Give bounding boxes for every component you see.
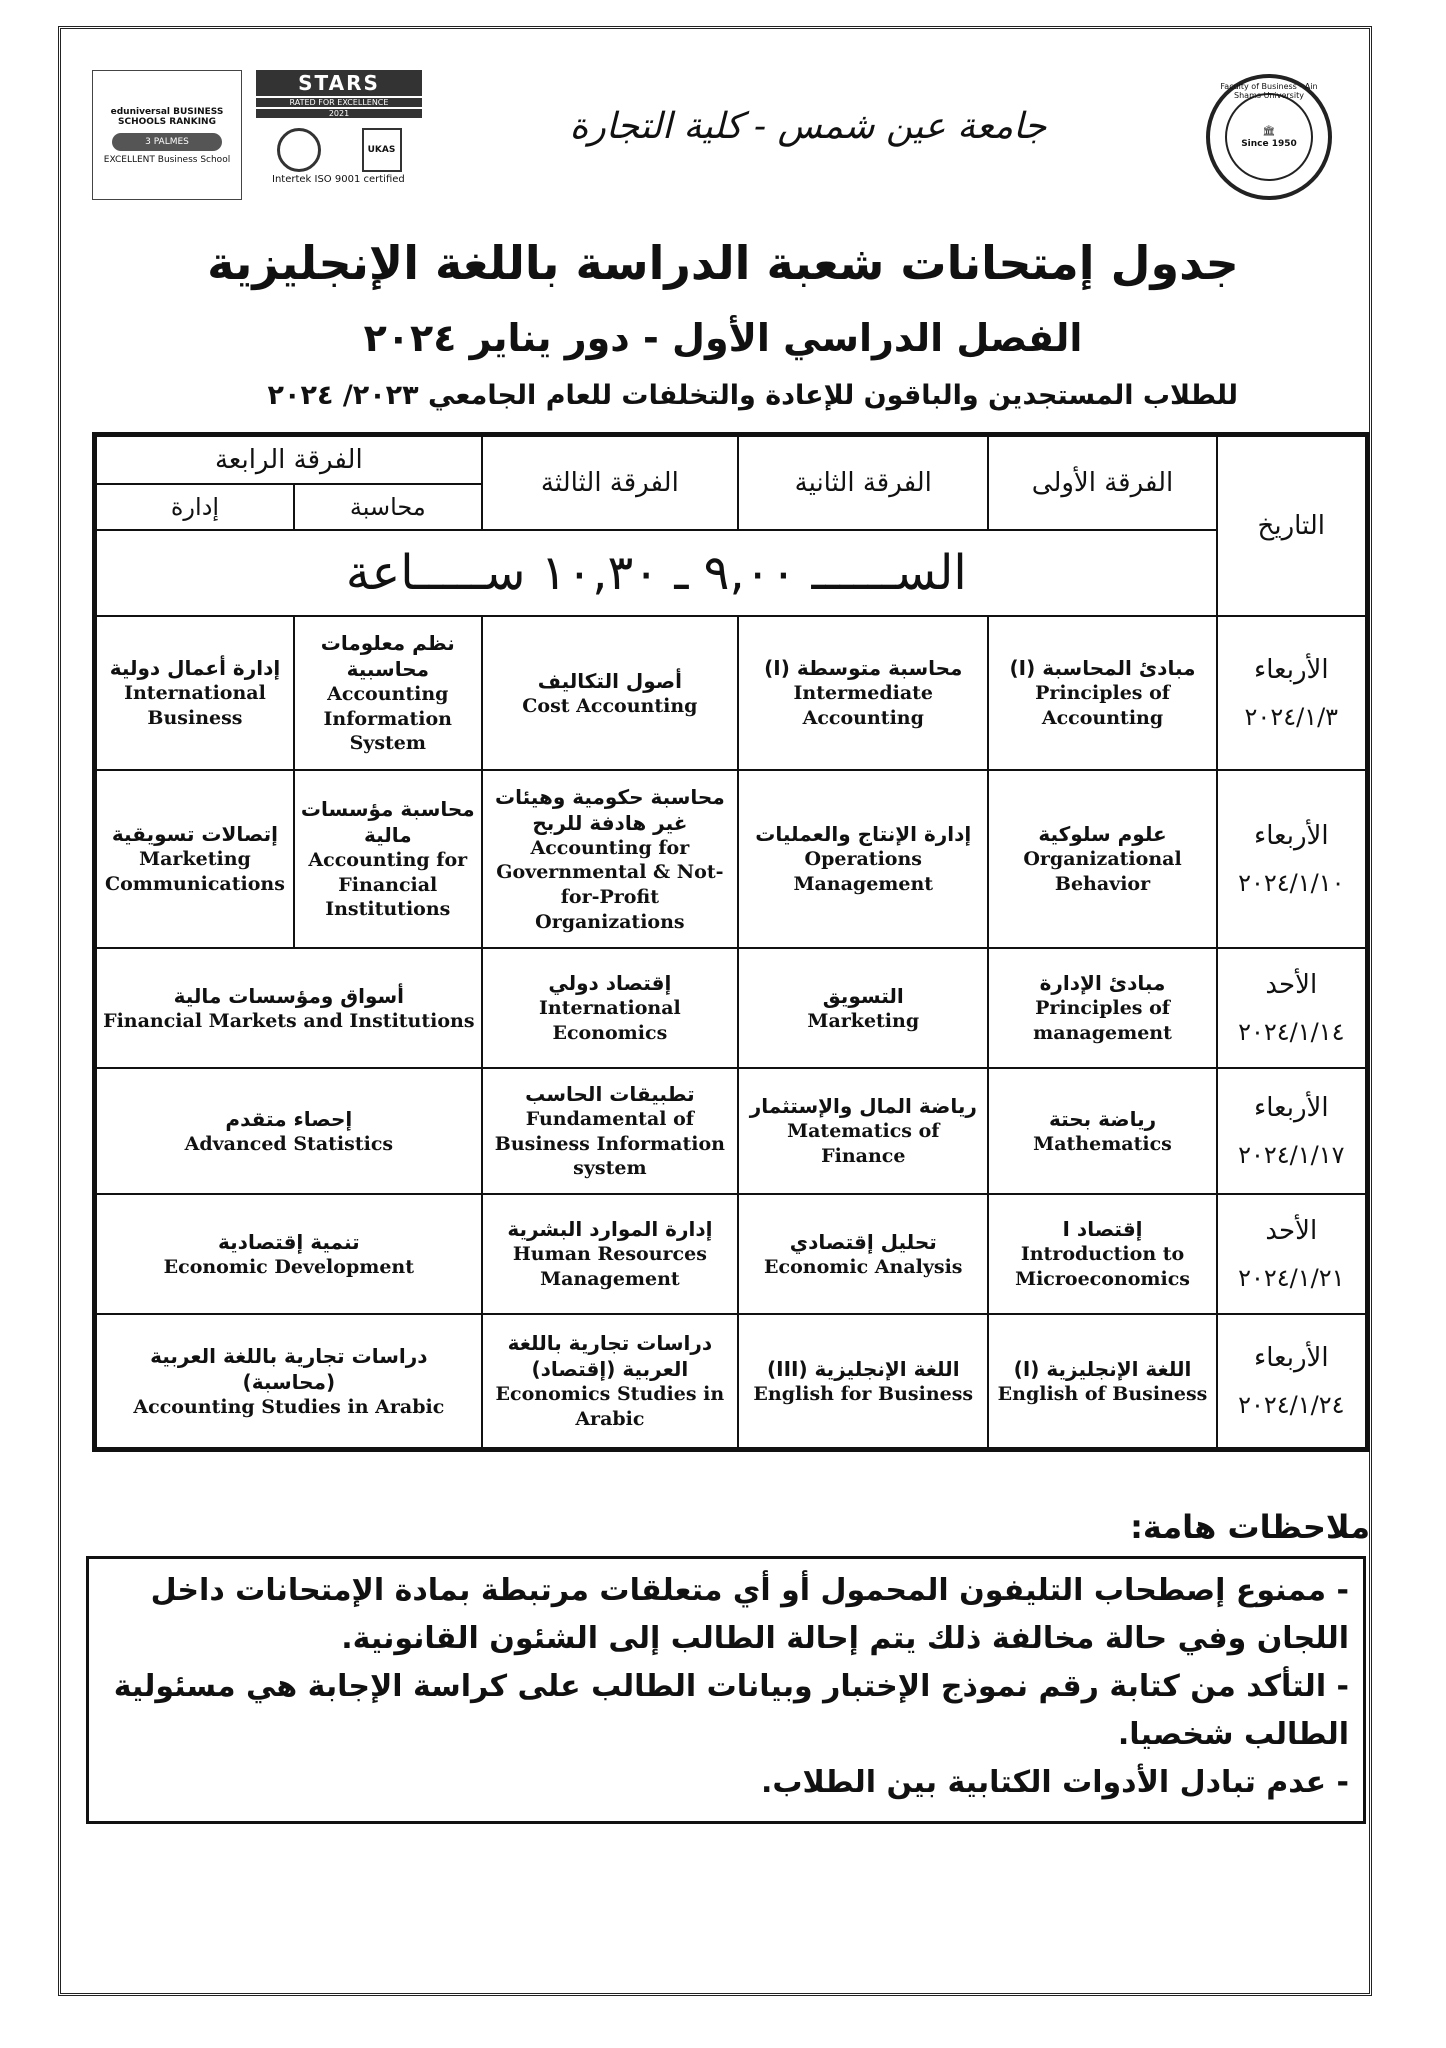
course-ar: تنمية إقتصادية bbox=[218, 1229, 360, 1254]
table-row bbox=[96, 1194, 1366, 1314]
course-ar: إحصاء متقدم bbox=[225, 1106, 353, 1131]
course-cell bbox=[738, 1068, 988, 1194]
course-ar: أسواق ومؤسسات مالية bbox=[173, 983, 405, 1008]
course-en: Matematics of Finance bbox=[787, 1120, 940, 1167]
course-ar: إدارة أعمال دولية bbox=[109, 656, 281, 681]
course-en: Accounting for Financial Institutions bbox=[308, 848, 468, 921]
course-cell bbox=[96, 1068, 482, 1194]
course-ar: رياضة بحتة bbox=[1048, 1106, 1157, 1131]
course-cell bbox=[738, 616, 988, 770]
document-audience-subtitle: للطلاب المستجدين والباقون للإعادة والتخلفات للعام الجامعي ٢٠٢٣/ ٢٠٢٤ bbox=[267, 380, 1238, 411]
date-cell bbox=[1217, 1194, 1366, 1314]
note-item: - التأكد من كتابة رقم نموذج الإختبار وبيانات الطالب على كراسة الإجابة هي مسئولية الطالب شخصيا. bbox=[113, 1669, 1349, 1752]
course-en: Introduction to Microeconomics bbox=[1015, 1243, 1190, 1290]
exam-day: الأربعاء bbox=[1254, 655, 1329, 685]
exam-day: الأحد bbox=[1265, 1216, 1318, 1246]
course-cell bbox=[482, 1314, 738, 1448]
header-accounting: محاسبة bbox=[294, 484, 482, 530]
faculty-seal-logo bbox=[1206, 74, 1332, 200]
header-year1: الفرقة الأولى bbox=[988, 436, 1216, 530]
course-cell bbox=[738, 948, 988, 1068]
exam-schedule-table bbox=[92, 432, 1370, 1452]
course-en: Accounting Information System bbox=[323, 682, 453, 755]
course-ar: محاسبة متوسطة (I) bbox=[764, 656, 963, 681]
course-en: Human Resources Management bbox=[512, 1243, 707, 1290]
course-cell bbox=[96, 1314, 482, 1448]
course-ar: دراسات تجارية باللغة العربية (محاسبة) bbox=[150, 1343, 428, 1394]
course-cell bbox=[96, 770, 294, 948]
course-cell bbox=[96, 616, 294, 770]
exam-date: ٢٠٢٤/١/٣ bbox=[1244, 703, 1339, 731]
table-row bbox=[96, 616, 1366, 770]
course-en: Marketing Communications bbox=[105, 848, 285, 895]
stars-text: STARS bbox=[256, 70, 422, 96]
course-en: English for Business bbox=[753, 1382, 974, 1405]
course-ar: مبادئ المحاسبة (I) bbox=[1009, 656, 1196, 681]
course-ar: إتصالات تسويقية bbox=[111, 822, 279, 847]
course-cell bbox=[988, 1314, 1216, 1448]
date-cell bbox=[1217, 1068, 1366, 1194]
intertek-seal-icon bbox=[277, 128, 321, 172]
course-ar: التسويق bbox=[822, 983, 904, 1008]
course-cell bbox=[482, 1194, 738, 1314]
course-ar: محاسبة حكومية وهيئات غير هادفة للربح bbox=[495, 784, 725, 835]
course-en: International Economics bbox=[539, 997, 681, 1044]
building-icon: 🏛 bbox=[1262, 125, 1276, 137]
course-en: International Business bbox=[124, 682, 266, 729]
iso-text: Intertek ISO 9001 certified bbox=[272, 174, 405, 185]
palmes-badge: 3 PALMES bbox=[112, 133, 222, 151]
course-cell bbox=[294, 616, 482, 770]
course-cell bbox=[738, 770, 988, 948]
exam-date: ٢٠٢٤/١/١٤ bbox=[1238, 1018, 1345, 1046]
course-ar: تطبيقات الحاسب bbox=[525, 1081, 695, 1106]
header-year3: الفرقة الثالثة bbox=[482, 436, 738, 530]
course-en: Fundamental of Business Information system bbox=[494, 1107, 725, 1180]
course-cell bbox=[482, 1068, 738, 1194]
course-en: Economics Studies in Arabic bbox=[495, 1383, 725, 1430]
course-en: Organizational Behavior bbox=[1023, 848, 1182, 895]
faculty-seal-ring-text: Faculty of Business - Ain Shams University bbox=[1220, 82, 1318, 100]
course-cell bbox=[96, 1194, 482, 1314]
course-cell bbox=[988, 948, 1216, 1068]
course-en: Cost Accounting bbox=[522, 694, 698, 717]
course-ar: تحليل إقتصادي bbox=[789, 1229, 937, 1254]
notes-box bbox=[86, 1556, 1366, 1824]
course-ar: إدارة الإنتاج والعمليات bbox=[755, 822, 972, 847]
course-en: Advanced Statistics bbox=[184, 1132, 394, 1155]
document-term-title: الفصل الدراسي الأول - دور يناير ٢٠٢٤ bbox=[363, 316, 1083, 360]
certification-seals bbox=[256, 128, 422, 172]
course-en: English of Business bbox=[997, 1382, 1208, 1405]
course-cell bbox=[988, 616, 1216, 770]
exam-date: ٢٠٢٤/١/١٠ bbox=[1238, 869, 1345, 897]
course-cell bbox=[294, 770, 482, 948]
exam-time: الســــــ ٩,٠٠ ـ ١٠,٣٠ ســـــاعة bbox=[96, 530, 1217, 616]
course-en: Economic Development bbox=[163, 1255, 415, 1278]
exam-day: الأربعاء bbox=[1254, 821, 1329, 851]
course-ar: اللغة الإنجليزية (I) bbox=[1013, 1356, 1192, 1381]
exam-day: الأربعاء bbox=[1254, 1093, 1329, 1123]
course-en: Principles of Accounting bbox=[1035, 682, 1170, 729]
header-year4: الفرقة الرابعة bbox=[96, 436, 482, 484]
course-en: Operations Management bbox=[793, 848, 934, 895]
accreditation-logos bbox=[92, 70, 422, 200]
eduniversal-ranking-text: eduniversal BUSINESS SCHOOLS RANKING bbox=[110, 107, 224, 127]
course-ar: إدارة الموارد البشرية bbox=[507, 1217, 713, 1242]
course-cell bbox=[482, 616, 738, 770]
course-cell bbox=[482, 948, 738, 1068]
course-cell bbox=[988, 770, 1216, 948]
faculty-emblem-icon bbox=[1225, 93, 1313, 181]
table-row bbox=[96, 948, 1366, 1068]
eduniversal-logo bbox=[92, 70, 242, 200]
course-ar: إقتصاد دولي bbox=[548, 971, 672, 996]
date-cell bbox=[1217, 1314, 1366, 1448]
course-cell bbox=[988, 1194, 1216, 1314]
note-item: - ممنوع إصطحاب التليفون المحمول أو أي متعلقات مرتبطة بمادة الإمتحانات داخل اللجان وفي حالة مخالفة ذلك يتم إحالة الطالب إلى الشئون القانونية. bbox=[150, 1573, 1349, 1656]
course-en: Financial Markets and Institutions bbox=[103, 1009, 475, 1032]
stars-year: 2021 bbox=[256, 109, 422, 118]
header-date: التاريخ bbox=[1217, 436, 1366, 616]
course-en: Accounting for Governmental & Not-for-Profit Organizations bbox=[496, 836, 724, 933]
exam-date: ٢٠٢٤/١/٢٤ bbox=[1238, 1391, 1345, 1419]
course-cell bbox=[988, 1068, 1216, 1194]
course-en: Mathematics bbox=[1033, 1132, 1172, 1155]
university-faculty-title: جامعة عين شمس - كلية التجارة bbox=[569, 106, 1047, 147]
course-en: Intermediate Accounting bbox=[793, 682, 933, 729]
course-ar: مبادئ الإدارة bbox=[1039, 971, 1166, 996]
date-cell bbox=[1217, 770, 1366, 948]
course-ar: دراسات تجارية باللغة العربية (إقتصاد) bbox=[507, 1331, 713, 1382]
course-en: Marketing bbox=[807, 1009, 920, 1032]
date-cell bbox=[1217, 616, 1366, 770]
course-cell bbox=[482, 770, 738, 948]
course-en: Accounting Studies in Arabic bbox=[133, 1395, 445, 1418]
ukas-seal-icon: UKAS bbox=[362, 128, 402, 172]
course-ar: محاسبة مؤسسات مالية bbox=[300, 796, 475, 847]
note-item: - عدم تبادل الأدوات الكتابية بين الطلاب. bbox=[760, 1765, 1349, 1800]
course-ar: اللغة الإنجليزية (III) bbox=[766, 1356, 960, 1381]
header-year2: الفرقة الثانية bbox=[738, 436, 988, 530]
course-cell bbox=[738, 1314, 988, 1448]
exam-date: ٢٠٢٤/١/٢١ bbox=[1238, 1264, 1345, 1292]
exam-day: الأحد bbox=[1265, 970, 1318, 1000]
since-text: Since 1950 bbox=[1241, 138, 1297, 149]
course-en: Principles of management bbox=[1033, 997, 1172, 1044]
table-row bbox=[96, 1314, 1366, 1448]
course-cell bbox=[738, 1194, 988, 1314]
date-cell bbox=[1217, 948, 1366, 1068]
course-ar: علوم سلوكية bbox=[1038, 822, 1167, 847]
exam-date: ٢٠٢٤/١/١٧ bbox=[1238, 1141, 1345, 1169]
header-administration: إدارة bbox=[96, 484, 294, 530]
notes-title: ملاحظات هامة: bbox=[1130, 1508, 1370, 1546]
course-ar: أصول التكاليف bbox=[537, 668, 682, 693]
stars-subtitle: RATED FOR EXCELLENCE bbox=[256, 98, 422, 107]
page-header bbox=[78, 56, 1368, 212]
stars-logo bbox=[256, 70, 422, 200]
document-main-title: جدول إمتحانات شعبة الدراسة باللغة الإنجليزية bbox=[207, 236, 1239, 290]
excellent-text: EXCELLENT Business School bbox=[103, 155, 231, 165]
table-row bbox=[96, 770, 1366, 948]
course-ar: رياضة المال والإستثمار bbox=[749, 1094, 977, 1119]
course-cell bbox=[96, 948, 482, 1068]
course-en: Economic Analysis bbox=[764, 1255, 963, 1278]
course-ar: نظم معلومات محاسبية bbox=[320, 630, 455, 681]
table-row bbox=[96, 1068, 1366, 1194]
exam-day: الأربعاء bbox=[1254, 1343, 1329, 1373]
course-ar: إقتصاد I bbox=[1062, 1217, 1143, 1242]
